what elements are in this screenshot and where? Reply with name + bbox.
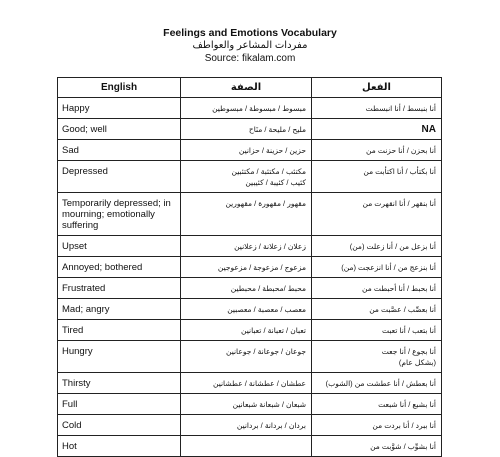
verb-cell: أنا ببرد / أنا بردت من (312, 415, 442, 436)
verb-cell: أنا بنبسط / أنا انبسطت (312, 98, 442, 119)
adjective-cell: محبط /محبطة / محبطين (181, 278, 312, 299)
adjective-cell: عطشان / عطشانة / عطشانين (181, 373, 312, 394)
table-row (58, 415, 442, 436)
document-header (0, 27, 500, 65)
verb-cell: أنا بزعل من / أنا زعلت (من) (312, 236, 442, 257)
adjective-cell (181, 436, 312, 457)
vocabulary-table (57, 77, 442, 457)
english-cell: Mad; angry (58, 299, 181, 320)
english-cell: Good; well (58, 119, 181, 140)
verb-cell: أنا بنقهر / أنا انقهرت من (312, 193, 442, 236)
english-cell: Cold (58, 415, 181, 436)
verb-cell: أنا بشبع / أنا شبعت (312, 394, 442, 415)
adjective-cell: جوعان / جوعانة / جوعانين (181, 341, 312, 373)
english-cell: Hot (58, 436, 181, 457)
column-header-adjective: الصفة (181, 78, 312, 98)
adjective-cell: مبسوط / مبسوطة / مبسوطين (181, 98, 312, 119)
adjective-cell: مكتئب / مكتئبة / مكتئبين كئيب / كئيبة / كئيبين (181, 161, 312, 193)
verb-cell: أنا بحزن / أنا حزنت من (312, 140, 442, 161)
english-cell: Depressed (58, 161, 181, 193)
english-cell: Frustrated (58, 278, 181, 299)
adjective-cell: مقهور / مقهورة / مقهورين (181, 193, 312, 236)
document-title: Feelings and Emotions Vocabulary (163, 27, 337, 39)
english-cell: Thirsty (58, 373, 181, 394)
table-row (58, 119, 442, 140)
verb-cell: أنا بتعب / أنا تعبت (312, 320, 442, 341)
verb-cell: أنا بجوع / أنا جعت (بشكل عام) (312, 341, 442, 373)
verb-cell: NA (312, 119, 442, 140)
verb-cell: أنا بنزعج من / أنا انزعجت (من) (312, 257, 442, 278)
table-row (58, 98, 442, 119)
english-cell: Temporarily depressed; in mourning; emotionally suffering (58, 193, 181, 236)
adjective-cell: مليح / مليحة / منَاح (181, 119, 312, 140)
english-cell: Upset (58, 236, 181, 257)
english-cell: Annoyed; bothered (58, 257, 181, 278)
adjective-cell: معصب / معصبة / معصبين (181, 299, 312, 320)
adjective-cell: بردان / بردانة / بردانين (181, 415, 312, 436)
english-cell: Tired (58, 320, 181, 341)
table-row (58, 236, 442, 257)
english-cell: Sad (58, 140, 181, 161)
column-header-verb: الفعل (312, 78, 442, 98)
table-row (58, 193, 442, 236)
verb-cell: أنا بحبط / أنا أحبطت من (312, 278, 442, 299)
verb-cell: أنا بعطش / أنا عطشت من (الشوب) (312, 373, 442, 394)
table-row (58, 257, 442, 278)
adjective-cell: تعبان / تعبانة / تعبانين (181, 320, 312, 341)
table-header-row (58, 78, 442, 98)
english-cell: Happy (58, 98, 181, 119)
table-row (58, 320, 442, 341)
table-row (58, 341, 442, 373)
adjective-cell: مزعوج / مزعوجة / مزعوجين (181, 257, 312, 278)
verb-cell: أنا بشوِّب / شوَّبت من (312, 436, 442, 457)
table-row (58, 278, 442, 299)
adjective-cell: شبعان / شبعانة شبعانين (181, 394, 312, 415)
table-row (58, 394, 442, 415)
verb-cell: أنا بكتأب / أنا اكتأبت من (312, 161, 442, 193)
table-row (58, 299, 442, 320)
table-row (58, 161, 442, 193)
table-row (58, 373, 442, 394)
document-source: Source: fikalam.com (204, 53, 296, 64)
table-row (58, 140, 442, 161)
english-cell: Full (58, 394, 181, 415)
document-subtitle-arabic: مفردات المشاعر والعواطف (192, 40, 308, 51)
english-cell: Hungry (58, 341, 181, 373)
verb-cell: أنا بعصِّب / عصَّبت من (312, 299, 442, 320)
table-row (58, 436, 442, 457)
adjective-cell: زعلان / زعلانة / زعلانين (181, 236, 312, 257)
adjective-cell: حزين / حزينة / حزانين (181, 140, 312, 161)
column-header-english: English (58, 78, 181, 98)
